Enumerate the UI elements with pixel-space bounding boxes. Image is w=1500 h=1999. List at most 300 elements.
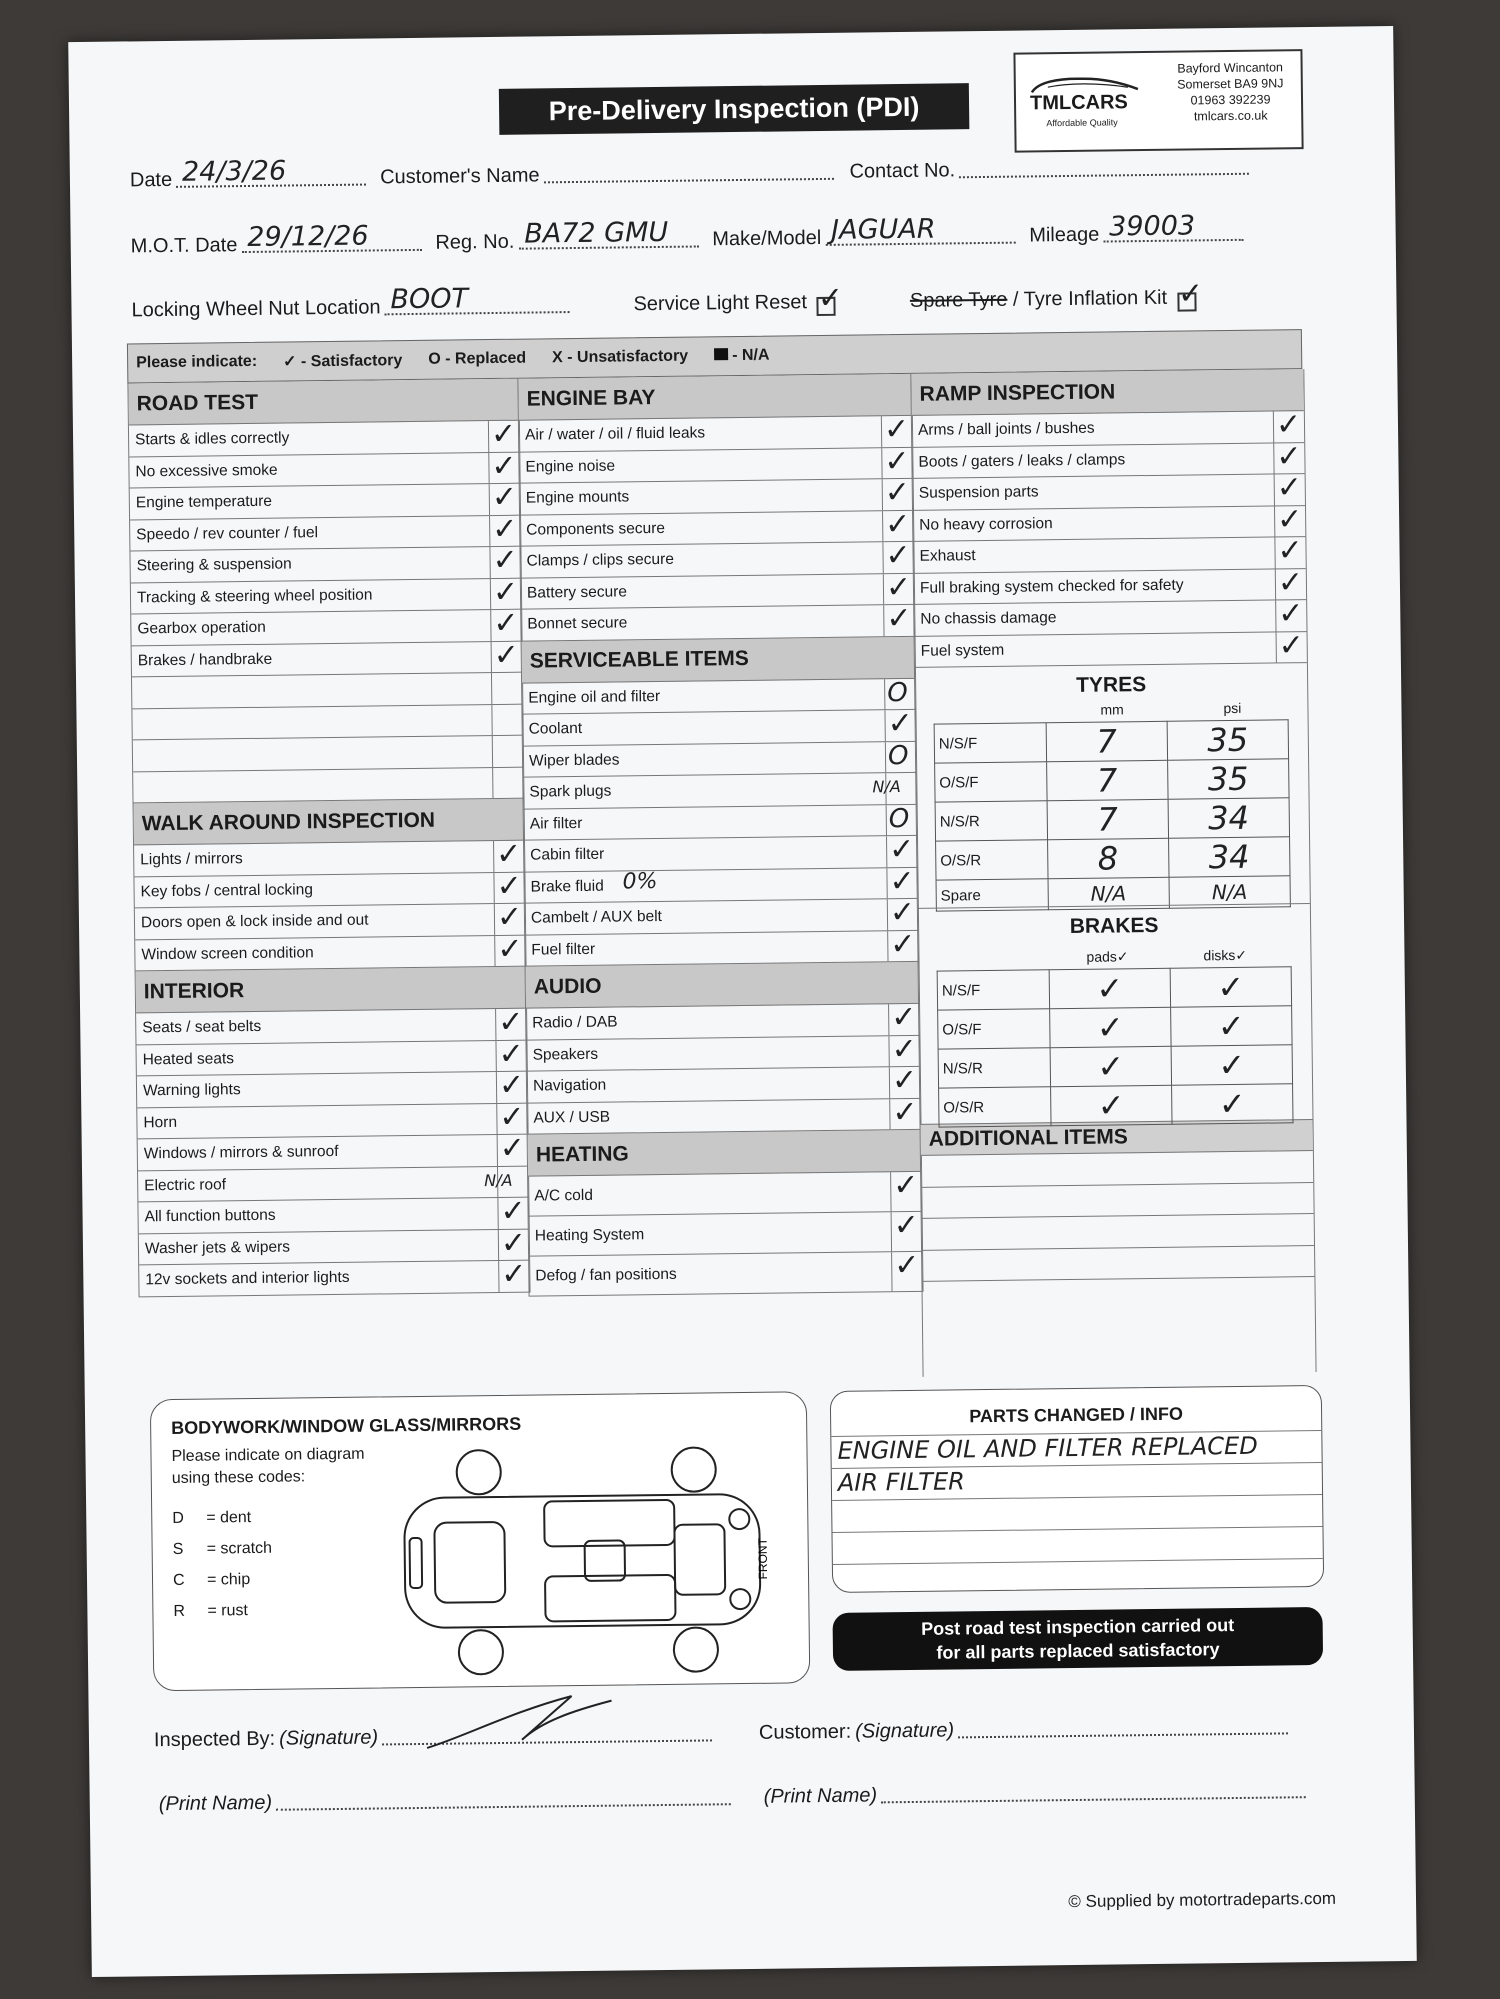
date-field[interactable] (176, 155, 366, 188)
checklist-mark-box[interactable] (886, 804, 917, 835)
additional-item-line[interactable] (922, 1246, 1314, 1282)
checklist-item-label: Radio / DAB (532, 1013, 618, 1032)
checklist-mark-box[interactable] (491, 673, 522, 704)
checklist-item-label: Air filter (529, 814, 583, 833)
checklist-mark-box[interactable] (488, 416, 519, 453)
field-row-2 (130, 210, 1336, 259)
checklist-mark: ✓ (490, 416, 517, 453)
spare-tyre-checkbox[interactable] (1177, 276, 1204, 312)
pdi-form (68, 26, 1417, 1977)
checklist-mark-box[interactable] (496, 1099, 527, 1135)
checklist-row (913, 533, 1305, 573)
brake-row (938, 1045, 1292, 1088)
checklist-row (137, 1099, 527, 1139)
checklist-mark: ✓ (497, 931, 523, 967)
heating-list (528, 1167, 922, 1297)
checklist-row (524, 863, 917, 903)
checklist-row (912, 438, 1304, 479)
inspector-print-name-field[interactable] (276, 1803, 731, 1811)
serviceable-heading: SERVICEABLE ITEMS (522, 636, 915, 683)
tyre-position: Spare (936, 879, 1048, 911)
checklist-mark-box[interactable] (883, 569, 914, 605)
logo-tagline: Affordable Quality (1046, 117, 1118, 129)
tyre-inflation-kit-label: / Tyre Inflation Kit (1007, 286, 1168, 311)
checklist-mark: ✓ (889, 894, 916, 931)
mileage-value: 39003 (1109, 210, 1196, 243)
checklist-item-label: Windows / mirrors & sunroof (143, 1143, 339, 1163)
checklist-mark: ✓ (1278, 627, 1305, 663)
checklist-item-label: Lights / mirrors (140, 850, 243, 869)
checklist-row (521, 569, 914, 609)
checklist-mark-box[interactable] (494, 899, 525, 935)
checklist-mark-box[interactable] (497, 1130, 528, 1166)
checklist-mark: ✓ (491, 448, 517, 484)
checklist-mark: O (887, 677, 908, 708)
banner-line: for all parts replaced satisfactory (936, 1639, 1220, 1663)
checklist-mark-box[interactable] (890, 1167, 921, 1211)
parts-line[interactable]: AIR FILTER (832, 1463, 1322, 1501)
checklist-row (520, 537, 913, 578)
checklist-row (914, 596, 1306, 636)
additional-items-heading: ADDITIONAL ITEMS (921, 1119, 1313, 1156)
legend-na (714, 347, 770, 366)
locking-nut-field[interactable] (385, 283, 570, 316)
customer-signature (759, 1715, 1288, 1744)
checklist-mark-box[interactable] (885, 741, 916, 772)
checklist-item-label: A/C cold (534, 1186, 594, 1205)
checklist-mark-box[interactable] (1276, 627, 1307, 663)
checklist-mark-box[interactable] (490, 574, 521, 610)
make-model-field[interactable] (825, 213, 1015, 246)
code-letter: C (172, 1571, 185, 1589)
checklist-mark: O (888, 803, 910, 834)
brake-row (937, 967, 1291, 1010)
brake-position: N/S/R (938, 1048, 1050, 1088)
checklist-mark-box[interactable] (489, 511, 520, 547)
checklist-item-label: No heavy corrosion (919, 514, 1053, 534)
checklist-row (135, 931, 525, 971)
checklist-mark: ✓ (1276, 501, 1303, 537)
checklist-item-label: Gearbox operation (137, 619, 266, 638)
checklist-item-label: Full braking system checked for safety (919, 576, 1184, 597)
checklist-mark-box[interactable] (891, 1207, 922, 1251)
brake-disks-mark[interactable]: ✓ (1171, 1084, 1293, 1124)
instruction-line: Please indicate on diagram (171, 1445, 365, 1466)
damage-codes (172, 1509, 273, 1634)
checklist-mark-box[interactable] (889, 1062, 920, 1099)
checklist-row (519, 411, 912, 452)
brakes-table (937, 966, 1294, 1127)
checklist-item-label: Battery secure (526, 583, 628, 602)
checklist-mark-box[interactable] (887, 926, 918, 962)
customer-name-label: Customer's Name (380, 164, 540, 189)
checklist-mark-box[interactable] (1273, 438, 1304, 474)
checklist-mark-box[interactable] (496, 1067, 527, 1103)
tyre-mm-value[interactable]: N/A (1048, 877, 1169, 909)
checklist-mark-box[interactable] (1275, 596, 1306, 632)
column-right (910, 369, 1316, 1377)
brakes-pads-header: pads✓ (1086, 948, 1129, 965)
checklist-item-label: Speedo / rev counter / fuel (136, 523, 319, 544)
checklist-mark-box[interactable] (491, 704, 522, 735)
checklist-row (136, 1004, 526, 1045)
checklist-mark-box[interactable] (886, 831, 917, 868)
signature-label: (Signature) (855, 1719, 955, 1743)
checklist-mark-box[interactable] (495, 1004, 526, 1040)
tyre-row (934, 720, 1288, 763)
checklist-mark: ✓ (495, 836, 522, 872)
checklist-mark-box[interactable] (888, 1031, 919, 1067)
checklist-row (132, 704, 522, 740)
legend-satisfactory: ✓ - Satisfactory (283, 352, 403, 371)
checklist-mark-box[interactable] (1274, 501, 1305, 537)
tyre-position: O/S/R (936, 840, 1048, 880)
checklist-mark: ✓ (890, 926, 916, 962)
make-model-label: Make/Model (712, 226, 822, 251)
checklist-item-label: Steering & suspension (136, 555, 292, 575)
tyre-position: O/S/F (935, 762, 1047, 802)
additional-item-line[interactable] (921, 1151, 1313, 1187)
checklist-row (527, 1094, 920, 1134)
code-row (173, 1540, 273, 1572)
checklist-row (133, 736, 523, 772)
checklist-item-label: Heated seats (142, 1049, 235, 1069)
ramp-inspection-heading: RAMP INSPECTION (911, 369, 1303, 416)
field-row-1 (130, 155, 1335, 193)
checklist-mark: ✓ (884, 474, 911, 511)
checklist-row (912, 407, 1304, 447)
checklist-row (525, 926, 918, 966)
checklist-item-label: Heating System (534, 1225, 645, 1245)
checklist-mark-box[interactable] (888, 999, 919, 1036)
legend-intro: Please indicate: (136, 352, 258, 372)
reg-no-field[interactable] (518, 216, 698, 250)
checklist-item-label: Fuel filter (531, 940, 596, 959)
checklist-mark-box[interactable] (1275, 564, 1306, 600)
inspector-print-name (155, 1786, 732, 1816)
checklist-row (129, 416, 519, 457)
checklist-mark-box[interactable] (497, 1193, 528, 1229)
checklist-item-label (133, 720, 492, 724)
checklist-row (523, 773, 916, 809)
reg-no-value: BA72 GMU (524, 216, 669, 250)
legend-na-text: - N/A (732, 346, 770, 365)
checklist-item-label: Engine mounts (525, 488, 630, 507)
engine-bay-heading: ENGINE BAY (518, 374, 911, 421)
customer-print-name-field[interactable] (881, 1796, 1306, 1803)
checklist-mark: ✓ (491, 511, 518, 547)
checklist-item-label (132, 688, 491, 692)
checklist-item-label: Engine noise (525, 457, 616, 476)
checklist-mark-box[interactable] (887, 894, 918, 931)
brake-position: N/S/F (937, 970, 1049, 1010)
brake-disks-mark[interactable]: ✓ (1171, 1006, 1293, 1046)
checklist-row (138, 1166, 528, 1202)
brake-pads-mark[interactable]: ✓ (1049, 968, 1171, 1008)
brake-row (938, 1006, 1292, 1049)
ramp-inspection-list (912, 407, 1307, 668)
checklist-mark: ✓ (496, 868, 522, 904)
checklist-mark: ✓ (500, 1193, 526, 1229)
brake-pads-mark[interactable]: ✓ (1049, 1007, 1171, 1047)
form-title: Pre-Delivery Inspection (PDI) (499, 83, 970, 135)
brake-disks-mark[interactable]: ✓ (1170, 967, 1292, 1007)
tyres-table (934, 719, 1291, 911)
checklist-mark-box[interactable] (886, 863, 917, 899)
customer-name-field[interactable] (544, 178, 834, 184)
parts-changed-panel (830, 1385, 1324, 1593)
checklist-item-label: Fuel system (920, 641, 1005, 660)
checklist-row (135, 899, 525, 940)
checklist-mark-box[interactable] (494, 931, 525, 967)
brake-position: O/S/R (939, 1087, 1051, 1127)
brake-pads-mark[interactable]: ✓ (1050, 1085, 1172, 1125)
checklist-mark: ✓ (893, 1207, 920, 1244)
checklist-row (520, 506, 913, 546)
legend-replaced: O - Replaced (428, 349, 527, 368)
checklist-mark-box[interactable] (884, 705, 915, 742)
checklist-item-label: Cambelt / AUX belt (530, 908, 663, 927)
checklist-item-label: Brakes / handbrake (137, 650, 273, 670)
checklist-row (133, 767, 523, 803)
mot-date-field[interactable] (241, 220, 421, 253)
checklist-item-label: Speakers (532, 1045, 599, 1064)
checklist-row (913, 501, 1305, 542)
code-letter: S (172, 1540, 184, 1559)
checklist-mark: ✓ (499, 1130, 526, 1166)
checklist-mark-box[interactable] (492, 736, 523, 767)
checklist-item-label: Coolant (528, 720, 583, 738)
tyre-row (936, 837, 1290, 880)
banner-line: Post road test inspection carried out (921, 1615, 1235, 1639)
checklist-item-label: Doors open & lock inside and out (140, 911, 369, 932)
checklist-mark-box[interactable] (490, 605, 521, 642)
contact-label: Contact No. (849, 159, 956, 183)
checklist-item-label: Cabin filter (530, 845, 605, 864)
tyres-section (915, 663, 1310, 908)
checklist-item-label: Brake fluid (530, 877, 604, 896)
checklist-mark-box[interactable] (1274, 470, 1305, 506)
walk-around-heading: WALK AROUND INSPECTION (134, 799, 524, 846)
checklist-mark-box[interactable] (488, 448, 519, 484)
mileage-field[interactable] (1103, 210, 1243, 243)
tyre-mm-value[interactable]: 8 (1047, 838, 1169, 878)
checklist-mark-box[interactable] (491, 637, 522, 673)
checklist-mark: ✓ (498, 1036, 524, 1072)
checklist-mark: ✓ (496, 899, 523, 935)
legend-unsatisfactory: X - Unsatisfactory (552, 347, 689, 367)
checklist-mark: ✓ (500, 1225, 527, 1261)
brakes-heading: BRAKES (1069, 913, 1159, 938)
tyre-row (935, 759, 1289, 802)
customer-print-name (760, 1779, 1307, 1809)
checklist-mark-box[interactable] (884, 678, 915, 709)
field-row-3 (131, 276, 1336, 323)
checklist-mark: ✓ (491, 479, 518, 516)
logo-brand: TMLCARS (1029, 91, 1128, 115)
address-line: 01963 392239 (1190, 92, 1271, 108)
instruction-line: using these codes: (171, 1468, 306, 1488)
code-meaning: = rust (207, 1602, 248, 1620)
road-test-heading: ROAD TEST (128, 379, 518, 426)
checklist-mark-box[interactable] (883, 600, 914, 637)
checklist-mark-box[interactable] (889, 1094, 920, 1130)
checklist-mark: ✓ (892, 1094, 918, 1130)
checklist-mark: ✓ (890, 999, 917, 1036)
tyre-psi-value[interactable]: 34 (1168, 798, 1290, 838)
checklist-row (139, 1225, 529, 1265)
checklist-mark: ✓ (885, 569, 912, 605)
road-test-list (129, 416, 524, 804)
service-light-checkbox[interactable] (817, 280, 844, 317)
checklist-row (130, 511, 520, 551)
checklist-mark-box[interactable] (1274, 533, 1305, 569)
checklist-mark-box[interactable] (891, 1247, 922, 1291)
tyre-psi-value[interactable]: 34 (1168, 837, 1290, 877)
service-light-label: Service Light Reset (633, 291, 808, 316)
checklist-row (139, 1256, 529, 1297)
checklist-mark-box[interactable] (498, 1256, 529, 1292)
checklist-row (130, 542, 520, 583)
check-mark-icon: ✓ (817, 280, 844, 317)
code-meaning: = scratch (206, 1539, 273, 1558)
tyre-psi-value[interactable]: N/A (1169, 876, 1291, 908)
checklist-row (136, 1036, 526, 1076)
checklist-row (132, 637, 522, 677)
date-value: 24/3/26 (181, 155, 287, 188)
checklist-item-note: 0% (622, 868, 658, 894)
checklist-mark-box[interactable] (882, 537, 913, 574)
checklist-row (526, 999, 919, 1040)
locking-nut-label: Locking Wheel Nut Location (131, 296, 381, 322)
checklist-item-label: Engine oil and filter (528, 687, 661, 707)
checklist-mark-box[interactable] (881, 443, 912, 479)
tyre-psi-value[interactable]: 35 (1167, 759, 1289, 799)
checklist-mark: ✓ (1276, 438, 1302, 474)
checklist-item-label: 12v sockets and interior lights (145, 1269, 350, 1289)
code-letter: R (173, 1602, 186, 1620)
mot-date-value: 29/12/26 (247, 220, 369, 253)
tyre-mm-value[interactable]: 7 (1047, 799, 1169, 839)
parts-line[interactable] (833, 1559, 1323, 1593)
checklist-mark-box[interactable] (882, 474, 913, 511)
checklist-item-label (133, 783, 492, 787)
checklist-mark: ✓ (888, 831, 915, 868)
checklist-mark-box[interactable] (492, 767, 523, 798)
checklist-mark-box[interactable] (493, 836, 524, 872)
checklist-mark-box[interactable] (489, 479, 520, 516)
checklist-mark-box[interactable] (1273, 407, 1304, 443)
brakes-disks-header: disks✓ (1203, 946, 1248, 964)
customer-signature-field[interactable] (958, 1732, 1288, 1738)
checklist-row (138, 1193, 528, 1234)
checklist-mark-box[interactable] (484, 1166, 528, 1197)
checklist-mark: ✓ (1277, 564, 1304, 600)
mot-date-label: M.O.T. Date (130, 234, 238, 258)
engine-bay-list (519, 411, 915, 641)
checklist-item-label: Suspension parts (918, 483, 1039, 503)
bodywork-panel (150, 1391, 811, 1691)
parts-line[interactable]: ENGINE OIL AND FILTER REPLACED (831, 1431, 1321, 1469)
brakes-section (918, 903, 1313, 1124)
checklist-row (527, 1062, 920, 1103)
brake-disks-mark[interactable]: ✓ (1171, 1045, 1293, 1085)
checklist-mark-box[interactable] (489, 542, 520, 579)
checklist-mark-box[interactable] (881, 411, 912, 448)
checklist-item-label: Window screen condition (141, 943, 314, 964)
checklist-row (524, 831, 917, 872)
column-left (127, 379, 530, 1297)
checklist-mark: ✓ (1277, 533, 1303, 569)
checklist-item-label: Boots / gaters / leaks / clamps (918, 451, 1126, 471)
checklist-mark: ✓ (498, 1067, 525, 1103)
tyre-row (935, 798, 1289, 841)
checklist-row (523, 741, 916, 777)
tyre-mm-value[interactable]: 7 (1046, 721, 1168, 761)
date-label: Date (129, 168, 173, 192)
tyre-mm-value[interactable]: 7 (1046, 760, 1168, 800)
inspected-by-label: Inspected By: (153, 1727, 276, 1752)
checklist-item-label: Seats / seat belts (142, 1018, 262, 1037)
checklist-item-label: Navigation (532, 1076, 607, 1095)
checklist-item-label: Exhaust (919, 547, 976, 566)
checklist-mark-box[interactable] (495, 1036, 526, 1072)
checklist-row (914, 564, 1306, 605)
tyre-psi-value[interactable]: 35 (1167, 720, 1289, 760)
checklist-mark-box[interactable] (882, 506, 913, 542)
contact-field[interactable] (959, 173, 1249, 179)
checklist-item-label (133, 751, 492, 755)
walk-around-list (134, 836, 526, 972)
additional-item-line[interactable] (922, 1214, 1314, 1250)
dealer-address (1168, 59, 1294, 125)
checklist-mark-box[interactable] (493, 868, 524, 904)
checklist-item-label: Clamps / clips secure (526, 551, 674, 570)
address-line: tmlcars.co.uk (1193, 108, 1268, 124)
checklist-row (138, 1130, 528, 1171)
print-name-label: (Print Name) (763, 1784, 878, 1808)
checklist-item-label: Air / water / oil / fluid leaks (524, 424, 706, 444)
checklist-mark: ✓ (887, 705, 913, 742)
checklist-item-label: Key fobs / central locking (140, 880, 314, 901)
checklist-mark: ✓ (492, 574, 519, 610)
checklist-mark: ✓ (1276, 470, 1303, 506)
address-line: Bayford Wincanton (1177, 60, 1284, 76)
car-body-diagram[interactable] (383, 1439, 776, 1684)
additional-item-line[interactable] (921, 1183, 1313, 1219)
checklist-mark-box[interactable] (872, 773, 916, 804)
checklist-row (524, 804, 917, 840)
address-line: Somerset BA9 9NJ (1177, 76, 1284, 92)
checklist-mark-box[interactable] (498, 1225, 529, 1261)
checklist-row (529, 1247, 922, 1297)
code-letter: D (172, 1509, 184, 1528)
checklist-row (521, 600, 914, 641)
checklist-row (522, 705, 915, 746)
audio-heading: AUDIO (526, 962, 919, 1009)
checklist-row (526, 1031, 919, 1071)
checklist-row (528, 1167, 921, 1217)
check-mark-icon: ✓ (1177, 276, 1204, 312)
brake-pads-mark[interactable]: ✓ (1050, 1046, 1172, 1086)
locking-nut-value: BOOT (390, 283, 469, 316)
brake-position: O/S/F (938, 1009, 1050, 1049)
checklist-row (525, 894, 918, 935)
inspector-signature-field[interactable] (382, 1739, 712, 1745)
na-square-icon (714, 348, 728, 360)
checklist-mark: ✓ (493, 637, 520, 673)
mileage-label: Mileage (1029, 223, 1100, 247)
